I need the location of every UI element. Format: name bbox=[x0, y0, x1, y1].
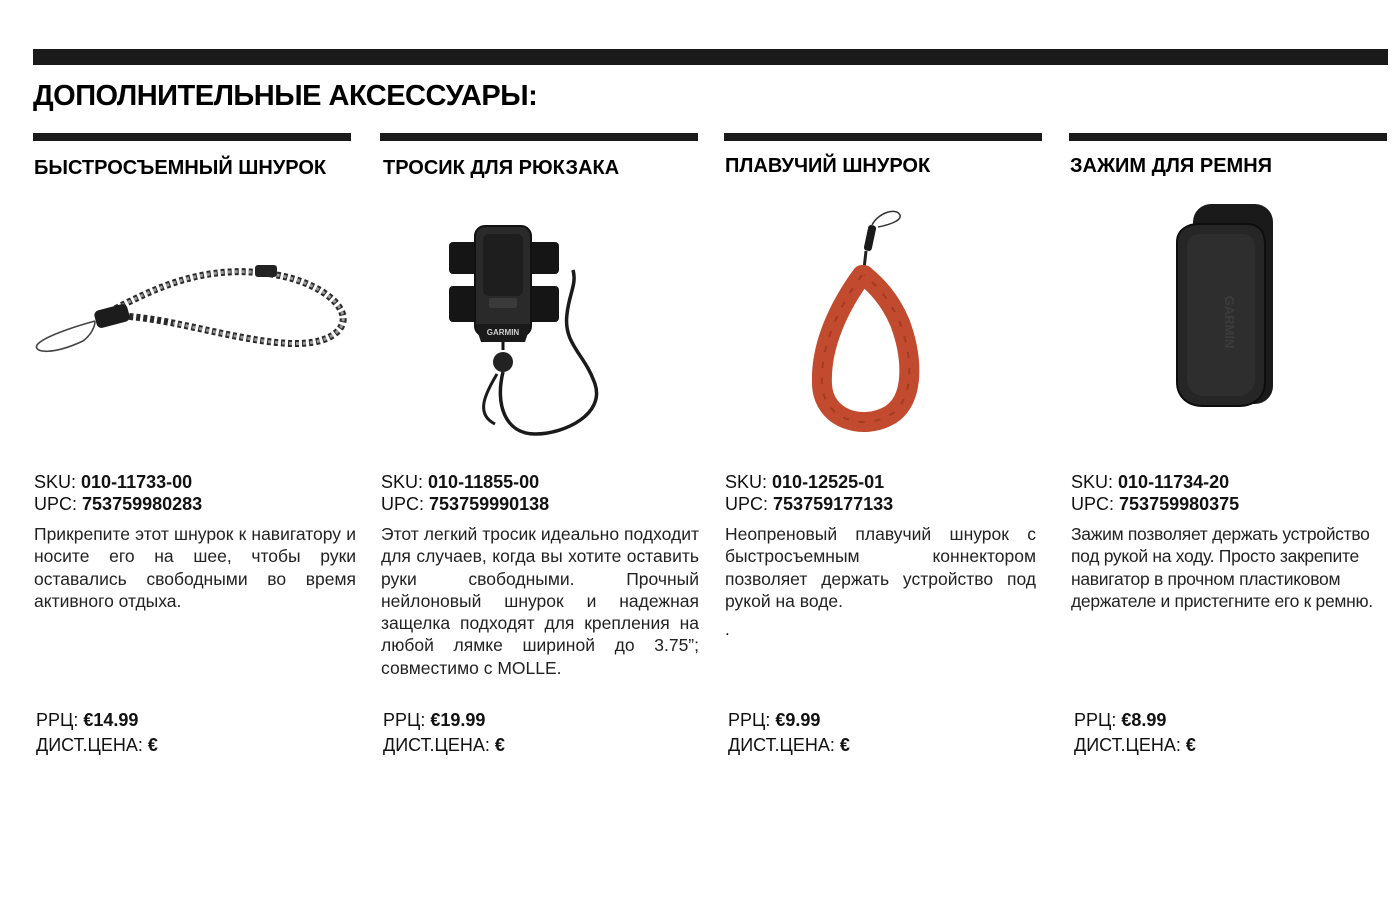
rrp-value: €8.99 bbox=[1121, 710, 1167, 730]
dist-value: € bbox=[494, 735, 505, 755]
upc-label: UPC: bbox=[725, 494, 769, 514]
upc-label: UPC: bbox=[34, 494, 78, 514]
product-description: Неопреновый плавучий шнурок с быстросъемным коннектором позволяет держать устройство под рукой на воде. bbox=[725, 524, 1036, 611]
rrp-value: €19.99 bbox=[430, 710, 486, 730]
dist-label: ДИСТ.ЦЕНА: bbox=[728, 735, 835, 755]
rrp-label: РРЦ: bbox=[728, 710, 771, 730]
product-prices bbox=[1074, 708, 1196, 758]
floating-lanyard-image bbox=[812, 205, 922, 435]
brand-logo-text: GARMIN bbox=[486, 328, 520, 337]
dist-label: ДИСТ.ЦЕНА: bbox=[1074, 735, 1181, 755]
card-rule bbox=[724, 133, 1042, 141]
product-name: ЗАЖИМ ДЛЯ РЕМНЯ bbox=[1070, 155, 1273, 177]
header-rule bbox=[33, 49, 1388, 65]
rrp-label: РРЦ: bbox=[383, 710, 426, 730]
card-rule bbox=[1069, 133, 1387, 141]
product-name: ПЛАВУЧИЙ ШНУРОК bbox=[725, 155, 931, 177]
product-codes bbox=[1071, 471, 1239, 515]
sku-label: SKU: bbox=[381, 472, 424, 492]
card-rule bbox=[380, 133, 698, 141]
product-name: БЫСТРОСЪЕМНЫЙ ШНУРОК bbox=[34, 157, 327, 179]
dist-label: ДИСТ.ЦЕНА: bbox=[36, 735, 143, 755]
product-description: Прикрепите этот шнурок к навигатору и носите его на шее, чтобы руки оставались свободными во время активного отдыха. bbox=[34, 524, 356, 611]
sku-value: 010-11734-20 bbox=[1118, 472, 1230, 492]
dist-value: € bbox=[147, 735, 158, 755]
product-note: . bbox=[725, 620, 730, 639]
rrp-value: €14.99 bbox=[83, 710, 139, 730]
page-title: ДОПОЛНИТЕЛЬНЫЕ АКСЕССУАРЫ: bbox=[33, 80, 538, 112]
backpack-tether-image bbox=[445, 224, 605, 442]
sku-value: 010-11855-00 bbox=[428, 472, 540, 492]
upc-value: 753759990138 bbox=[429, 494, 550, 514]
product-prices bbox=[383, 708, 505, 758]
product-description: Зажим позволяет держать устройство под рукой на ходу. Просто закрепите навигатор в прочном пластиковом держателе и пристегните его к ремню. bbox=[1071, 524, 1373, 611]
belt-clip-image bbox=[1173, 202, 1277, 412]
brand-logo-text: GARMIN bbox=[1222, 295, 1237, 349]
upc-value: 753759980283 bbox=[82, 494, 203, 514]
product-name: ТРОСИК ДЛЯ РЮКЗАКА bbox=[383, 157, 620, 179]
card-rule bbox=[33, 133, 351, 141]
rrp-label: РРЦ: bbox=[1074, 710, 1117, 730]
upc-value: 753759177133 bbox=[773, 494, 894, 514]
rrp-value: €9.99 bbox=[775, 710, 821, 730]
upc-value: 753759980375 bbox=[1119, 494, 1240, 514]
product-codes bbox=[381, 471, 549, 515]
product-description: Этот легкий тросик идеально подходит для случаев, когда вы хотите оставить руки свободными. Прочный нейлоновый шнурок и надежная защелка подходят для крепления на любой лямке шириной до 3.75”; совместимо с MOLLE. bbox=[381, 524, 699, 678]
sku-label: SKU: bbox=[725, 472, 768, 492]
rrp-label: РРЦ: bbox=[36, 710, 79, 730]
upc-label: UPC: bbox=[381, 494, 425, 514]
upc-label: UPC: bbox=[1071, 494, 1115, 514]
sku-value: 010-11733-00 bbox=[81, 472, 193, 492]
sku-label: SKU: bbox=[1071, 472, 1114, 492]
product-prices bbox=[36, 708, 158, 758]
product-codes bbox=[725, 471, 893, 515]
product-prices bbox=[728, 708, 850, 758]
product-codes bbox=[34, 471, 202, 515]
sku-label: SKU: bbox=[34, 472, 77, 492]
sku-value: 010-12525-01 bbox=[772, 472, 885, 492]
lanyard-image bbox=[33, 255, 353, 365]
dist-value: € bbox=[1185, 735, 1196, 755]
dist-value: € bbox=[839, 735, 850, 755]
dist-label: ДИСТ.ЦЕНА: bbox=[383, 735, 490, 755]
